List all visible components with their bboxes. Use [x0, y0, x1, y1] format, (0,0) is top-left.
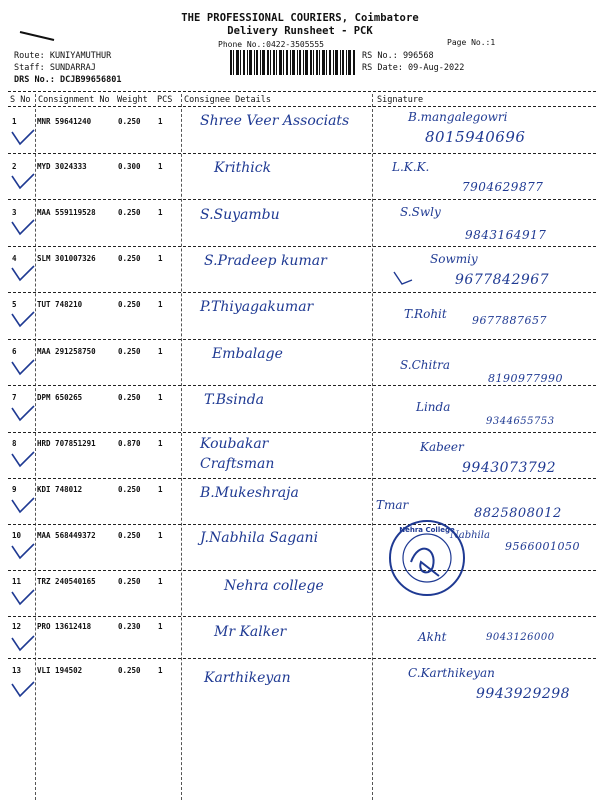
- consignee-handwriting: S.Suyambu: [200, 207, 280, 223]
- row-weight: 0.250: [118, 577, 141, 586]
- row-consignment: SLM 301007326: [37, 254, 96, 263]
- row-divider: [8, 339, 596, 340]
- receiver-phone: 8015940696: [425, 128, 526, 146]
- consignee-handwriting: T.Bsinda: [204, 392, 265, 408]
- rs-date: RS Date: 09-Aug-2022: [362, 63, 465, 73]
- row-weight: 0.250: [118, 300, 141, 309]
- row-sno: 1: [12, 117, 17, 126]
- row-pcs: 1: [158, 577, 163, 586]
- row-pcs: 1: [158, 162, 163, 171]
- col-weight: Weight: [117, 95, 148, 105]
- rs-number: RS No.: 996568: [362, 51, 434, 61]
- receiver-phone: 9677842967: [455, 272, 550, 288]
- col-consignee: Consignee Details: [184, 95, 271, 105]
- row-divider: [8, 658, 596, 659]
- signature-handwriting: S.Swly: [400, 205, 441, 219]
- row-sno: 8: [12, 439, 17, 448]
- receiver-phone: 9843164917: [465, 228, 547, 242]
- tick-mark-icon: [8, 214, 36, 238]
- drs-number: DRS No.: DCJB99656801: [14, 75, 122, 85]
- row-consignment: VLI 194502: [37, 666, 83, 675]
- receiver-phone: 9344655753: [486, 416, 555, 427]
- row-sno: 13: [12, 666, 22, 675]
- runsheet-subtitle: Delivery Runsheet - PCK: [227, 25, 373, 37]
- consignee-handwriting: Shree Veer Associats: [200, 113, 350, 129]
- consignee-handwriting: Nehra college: [224, 578, 324, 594]
- receiver-phone: 8190977990: [488, 372, 563, 385]
- company-phone: Phone No.:0422-3505555: [218, 40, 324, 49]
- consignee-handwriting: Krithick: [214, 160, 272, 176]
- consignee-handwriting: P.Thiyagakumar: [200, 299, 314, 315]
- row-divider: [8, 292, 596, 293]
- row-divider: [8, 478, 596, 479]
- receiver-phone: 9677887657: [472, 314, 547, 327]
- signature-handwriting: C.Karthikeyan: [408, 666, 495, 680]
- col-signature: Signature: [377, 95, 424, 105]
- signature-handwriting: T.Rohit: [404, 307, 447, 321]
- receiver-phone: 7904629877: [462, 180, 544, 194]
- signature-handwriting: L.K.K.: [392, 160, 430, 174]
- consignee-handwriting: B.Mukeshraja: [200, 485, 299, 501]
- tick-mark-icon: [8, 630, 36, 654]
- row-sno: 2: [12, 162, 17, 171]
- receiver-phone: 9043126000: [486, 632, 555, 643]
- company-title: THE PROFESSIONAL COURIERS, Coimbatore: [181, 12, 419, 24]
- signature-handwriting: S.Chitra: [400, 358, 451, 372]
- header-bottom-rule: [8, 106, 596, 107]
- row-pcs: 1: [158, 300, 163, 309]
- receiver-phone: 9943929298: [476, 686, 571, 702]
- row-weight: 0.300: [118, 162, 141, 171]
- row-sno: 6: [12, 347, 17, 356]
- row-divider: [8, 432, 596, 433]
- row-weight: 0.250: [118, 485, 141, 494]
- route-info: [14, 50, 121, 86]
- row-divider: [8, 524, 596, 525]
- row-divider: [8, 570, 596, 571]
- row-consignment: MAA 559119528: [37, 208, 96, 217]
- row-consignment: MNR 59641240: [37, 117, 92, 126]
- signature-handwriting: Tmar: [376, 498, 409, 512]
- receiver-phone: 8825808012: [474, 506, 562, 521]
- tick-mark-icon: [8, 676, 36, 700]
- tick-mark-icon: [8, 538, 36, 562]
- rs-info: [362, 50, 464, 74]
- tick-mark-icon: [8, 124, 36, 148]
- tick-mark-icon: [8, 400, 36, 424]
- col-pcs: PCS: [157, 95, 173, 105]
- signature-handwriting: Nabhila: [450, 530, 490, 541]
- row-pcs: 1: [158, 531, 163, 540]
- barcode-image: [230, 50, 355, 75]
- signature-handwriting: Kabeer: [420, 440, 464, 454]
- row-consignment: HRD 707851291: [37, 439, 96, 448]
- row-sno: 3: [12, 208, 17, 217]
- signature-handwriting: Linda: [416, 400, 451, 414]
- row-weight: 0.250: [118, 666, 141, 675]
- row-divider: [8, 246, 596, 247]
- row-weight: 0.250: [118, 347, 141, 356]
- col-sno: S No: [10, 95, 31, 105]
- tick-mark-icon: [8, 260, 36, 284]
- stamp-label: Nehra College: [399, 526, 455, 534]
- row-weight: 0.250: [118, 208, 141, 217]
- tick-mark-icon: [8, 584, 36, 608]
- row-sno: 7: [12, 393, 17, 402]
- row-weight: 0.250: [118, 393, 141, 402]
- consignee-handwriting: S.Pradeep kumar: [204, 253, 327, 269]
- tick-mark-icon: [8, 492, 36, 516]
- tick-mark-icon: [8, 354, 36, 378]
- row-consignment: DPM 650265: [37, 393, 83, 402]
- row-sno: 4: [12, 254, 17, 263]
- signature-handwriting: B.mangalegowri: [408, 110, 508, 124]
- row-weight: 0.250: [118, 254, 141, 263]
- row-pcs: 1: [158, 254, 163, 263]
- row-sno: 5: [12, 300, 17, 309]
- row-sno: 12: [12, 622, 22, 631]
- row-pcs: 1: [158, 393, 163, 402]
- tick-mark-icon: [8, 168, 36, 192]
- col-consignment: Consignment No: [38, 95, 110, 105]
- row-consignment: TRZ 240540165: [37, 577, 96, 586]
- consignee-handwriting: Embalage: [212, 346, 283, 362]
- row-pcs: 1: [158, 117, 163, 126]
- row-weight: 0.230: [118, 622, 141, 631]
- row-weight: 0.870: [118, 439, 141, 448]
- row-consignment: MYD 3024333: [37, 162, 87, 171]
- row-pcs: 1: [158, 208, 163, 217]
- receiver-phone: 9943073792: [462, 460, 557, 476]
- row-sno: 11: [12, 577, 22, 586]
- header-top-rule: [8, 91, 596, 92]
- consignee-handwriting: J.Nabhila Sagani: [200, 530, 319, 546]
- signature-handwriting: Sowmiy: [430, 252, 478, 266]
- route-name: Route: KUNIYAMUTHUR: [14, 51, 112, 61]
- row-consignment: KDI 748012: [37, 485, 83, 494]
- row-pcs: 1: [158, 622, 163, 631]
- row-divider: [8, 199, 596, 200]
- row-divider: [8, 616, 596, 617]
- row-weight: 0.250: [118, 531, 141, 540]
- row-divider: [8, 153, 596, 154]
- row-consignment: MAA 568449372: [37, 531, 96, 540]
- row-pcs: 1: [158, 485, 163, 494]
- row-divider: [8, 385, 596, 386]
- row-pcs: 1: [158, 347, 163, 356]
- row-consignment: TUT 748210: [37, 300, 83, 309]
- consignee-handwriting: Koubakar Craftsman: [200, 436, 275, 472]
- row-consignment: MAA 291258750: [37, 347, 96, 356]
- row-weight: 0.250: [118, 117, 141, 126]
- row-pcs: 1: [158, 439, 163, 448]
- receiver-phone: 9566001050: [505, 540, 580, 553]
- row-consignment: PRO 13612418: [37, 622, 92, 631]
- signature-handwriting: Akht: [418, 630, 447, 644]
- row-sno: 9: [12, 485, 17, 494]
- signature-scribble: [392, 268, 414, 288]
- consignee-handwriting: Mr Kalker: [214, 624, 287, 640]
- row-sno: 10: [12, 531, 22, 540]
- page-number: Page No.:1: [447, 38, 496, 47]
- row-pcs: 1: [158, 666, 163, 675]
- tick-mark-icon: [8, 306, 36, 330]
- staff-name: Staff: SUNDARRAJ: [14, 63, 96, 73]
- tick-mark-icon: [8, 446, 36, 470]
- institution-stamp: [387, 518, 467, 598]
- consignee-handwriting: Karthikeyan: [204, 670, 291, 686]
